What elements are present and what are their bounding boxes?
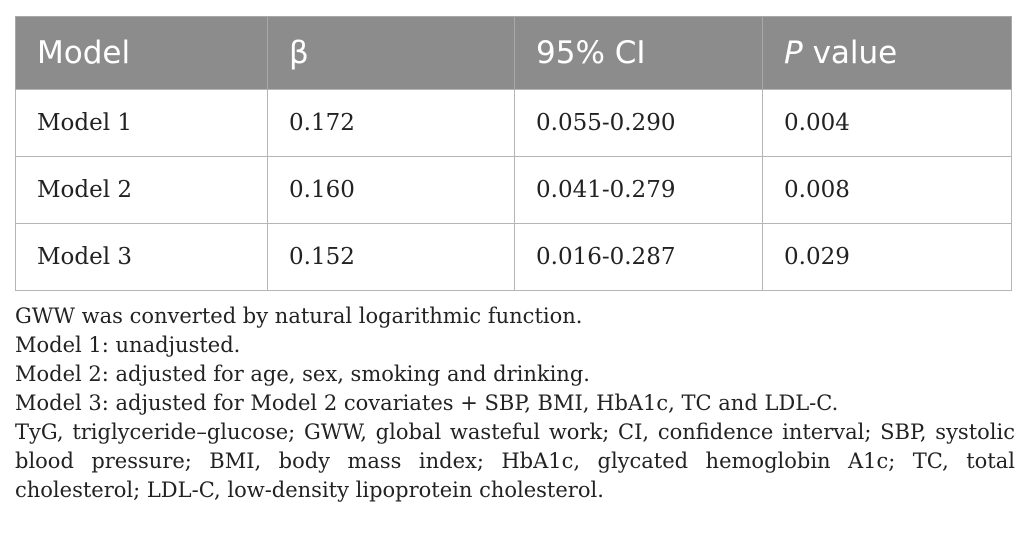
table-footnotes xyxy=(15,302,1015,505)
header-p-suffix: value xyxy=(812,35,898,71)
footnote-model-3: Model 3: adjusted for Model 2 covariates + SBP, BMI, HbA1c, TC and LDL-C. xyxy=(15,391,839,415)
table-body xyxy=(16,90,1012,291)
cell-p-value: 0.008 xyxy=(763,157,1012,224)
header-ci: 95% CI xyxy=(515,17,763,90)
cell-ci: 0.016-0.287 xyxy=(515,224,763,291)
cell-model: Model 1 xyxy=(16,90,268,157)
header-model: Model xyxy=(16,17,268,90)
header-row xyxy=(16,17,1012,90)
cell-model: Model 2 xyxy=(16,157,268,224)
table-row xyxy=(16,157,1012,224)
cell-model: Model 3 xyxy=(16,224,268,291)
header-beta: β xyxy=(268,17,515,90)
cell-p-value: 0.004 xyxy=(763,90,1012,157)
table-row xyxy=(16,224,1012,291)
cell-beta: 0.160 xyxy=(268,157,515,224)
header-p-italic: P xyxy=(784,35,803,71)
cell-ci: 0.041-0.279 xyxy=(515,157,763,224)
cell-p-value: 0.029 xyxy=(763,224,1012,291)
footnote-model-2: Model 2: adjusted for age, sex, smoking and drinking. xyxy=(15,362,590,386)
table-row xyxy=(16,90,1012,157)
footnote-abbreviations: TyG, triglyceride–glucose; GWW, global wasteful work; CI, confidence interval; SBP, systolic blood pressure; BMI, body mass index; HbA1c, glycated hemoglobin A1c; TC, total cholesterol; LDL-C, low-density lipoprotein cholesterol. xyxy=(15,420,1015,502)
regression-table-container xyxy=(15,16,1011,291)
regression-table xyxy=(15,16,1012,291)
table-header xyxy=(16,17,1012,90)
cell-beta: 0.172 xyxy=(268,90,515,157)
cell-beta: 0.152 xyxy=(268,224,515,291)
cell-ci: 0.055-0.290 xyxy=(515,90,763,157)
footnote-log-transform: GWW was converted by natural logarithmic function. xyxy=(15,304,583,328)
header-p-value xyxy=(763,17,1012,90)
footnote-model-1: Model 1: unadjusted. xyxy=(15,333,241,357)
